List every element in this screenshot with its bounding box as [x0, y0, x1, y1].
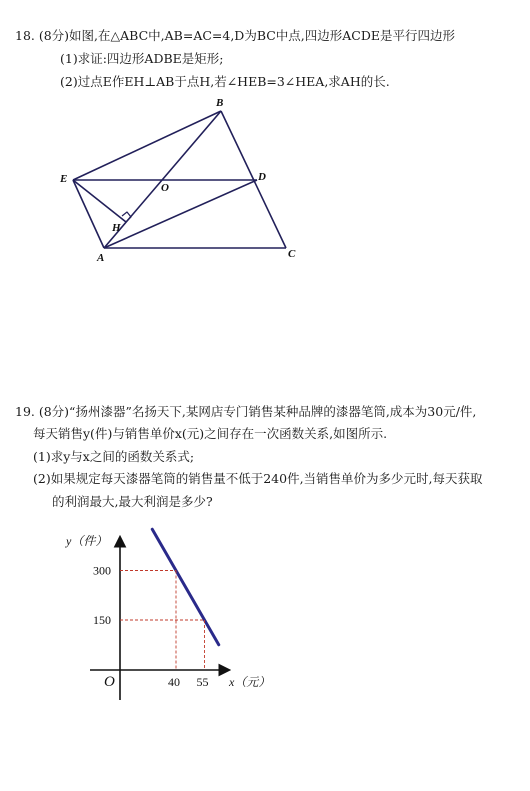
q19-line-chart: [55, 525, 285, 725]
label-O: O: [161, 182, 169, 194]
q19-stem-cont: 每天销售y(件)与销售单价x(元)之间存在一次函数关系,如图所示.: [33, 426, 388, 441]
q19-part2-cont: 的利润最大,最大利润是多少?: [52, 494, 213, 509]
q19-part1: (1)求y与x之间的函数关系式;: [33, 449, 195, 464]
y-axis-label: y（件）: [66, 534, 108, 548]
x-axis-label: x（元）: [229, 675, 271, 689]
segment-EH: [73, 180, 126, 222]
y-tick-label: 150: [93, 613, 111, 627]
label-E: E: [60, 173, 68, 185]
label-H: H: [112, 222, 121, 234]
data-line: [152, 529, 219, 645]
q18-part2: (2)过点E作EH⊥AB于点H,若∠HEB=3∠HEA,求AH的长.: [60, 74, 390, 89]
label-B: B: [216, 97, 224, 109]
segment-AE: [73, 180, 104, 248]
x-tick-label: 40: [168, 675, 180, 689]
origin-label: O: [104, 674, 115, 690]
label-D: D: [258, 171, 266, 183]
x-tick-label: 55: [196, 675, 209, 689]
y-tick-label: 300: [93, 563, 111, 578]
segment-EB: [73, 111, 221, 180]
label-A: A: [97, 252, 105, 264]
segment-AD: [104, 180, 257, 248]
label-C: C: [288, 248, 296, 260]
q18-part1: (1)求证:四边形ADBE是矩形;: [60, 51, 224, 66]
q19-part2: (2)如果规定每天漆器笔筒的销售量不低于240件,当销售单价为多少元时,每天获取: [33, 471, 483, 486]
q18-stem: 18. (8分)如图,在△ABC中,AB=AC=4,D为BC中点,四边形ACDE是平行四边形: [15, 28, 456, 43]
q19-stem: 19. (8分)“扬州漆器”名扬天下,某网店专门销售某种品牌的漆器笔筒,成本为30元/件,: [15, 404, 477, 419]
q18-geometry-figure: [50, 90, 320, 270]
